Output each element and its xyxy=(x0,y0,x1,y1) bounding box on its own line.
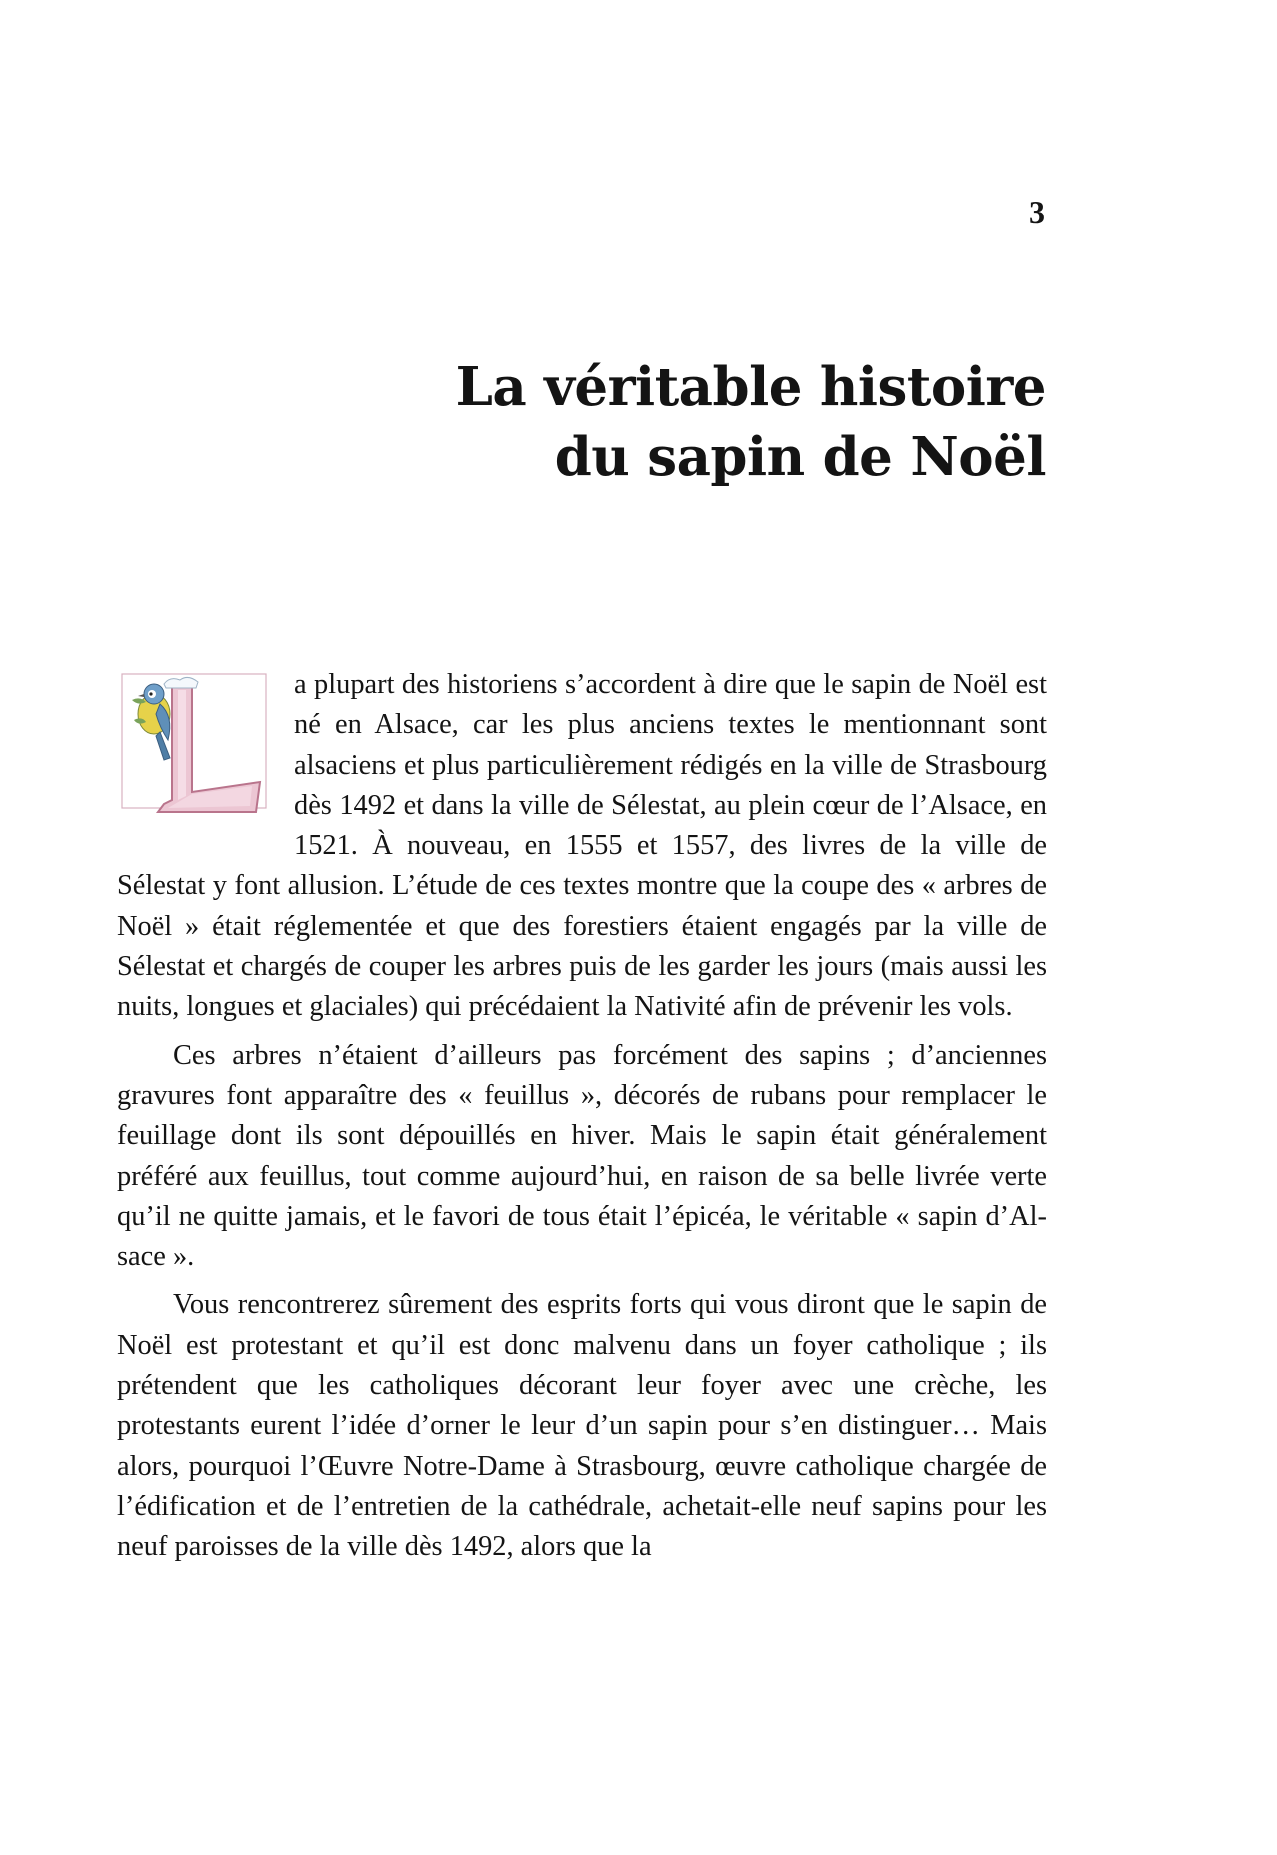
dropcap-illustration xyxy=(120,670,280,830)
paragraph-1: a plupart des historiens s’accordent à dire que le sapin de Noël est né en Alsace, car les plus anciens textes le mentionnant sont alsaciens et plus particulièrement rédigés en la ville de Strasbourg dès 1492 et dans la ville de Sélestat, au plein cœur de l’Alsace, en 1521. À nouveau, en 1555 et 1557, des livres de la ville de Sélestat y font allusion. L’étude de ces textes montre que la coupe des « arbres de Noël » était réglementée et que des forestiers étaient engagés par la ville de Sélestat et chargés de couper les arbres puis de les garder les jours (mais aussi les nuits, longues et glaciales) qui précédaient la Nativité afin de prévenir les vols. xyxy=(117,669,1047,1023)
chapter-title xyxy=(346,352,1046,492)
body-text xyxy=(117,665,1047,1568)
paragraph-2: Ces arbres n’étaient d’ailleurs pas forcément des sapins ; d’anciennes gravures font apparaître des « feuillus », décorés de rubans pour remplacer le feuillage dont ils sont dépouillés en hiver. Mais le sapin était généralement préféré aux feuillus, tout comme aujourd’hui, en raison de sa belle livrée verte qu’il ne quitte jamais, et le favori de tous était l’épicéa, le véritable « sapin d’Alsace ». xyxy=(117,1039,1047,1273)
chapter-title-line-1: La véritable histoire xyxy=(455,356,1046,418)
page-number: 3 xyxy=(1029,194,1045,230)
paragraph-3: Vous rencontrerez sûrement des esprits forts qui vous diront que le sapin de Noël est protestant et qu’il est donc malvenu dans un foyer catholique ; ils prétendent que les catholiques décorant leur foyer avec une crèche, les protestants eurent l’idée d’orner le leur d’un sapin pour s’en distinguer… Mais alors, pourquoi l’Œuvre Notre-Dame à Strasbourg, œuvre catholique chargée de l’édification et de l’entretien de la cathédrale, achetait-elle neuf sapins pour les neuf paroisses de la ville dès 1492, alors que la xyxy=(117,1289,1047,1563)
dropcap-bird-icon xyxy=(120,670,280,830)
chapter-title-line-2: du sapin de Noël xyxy=(554,426,1046,488)
